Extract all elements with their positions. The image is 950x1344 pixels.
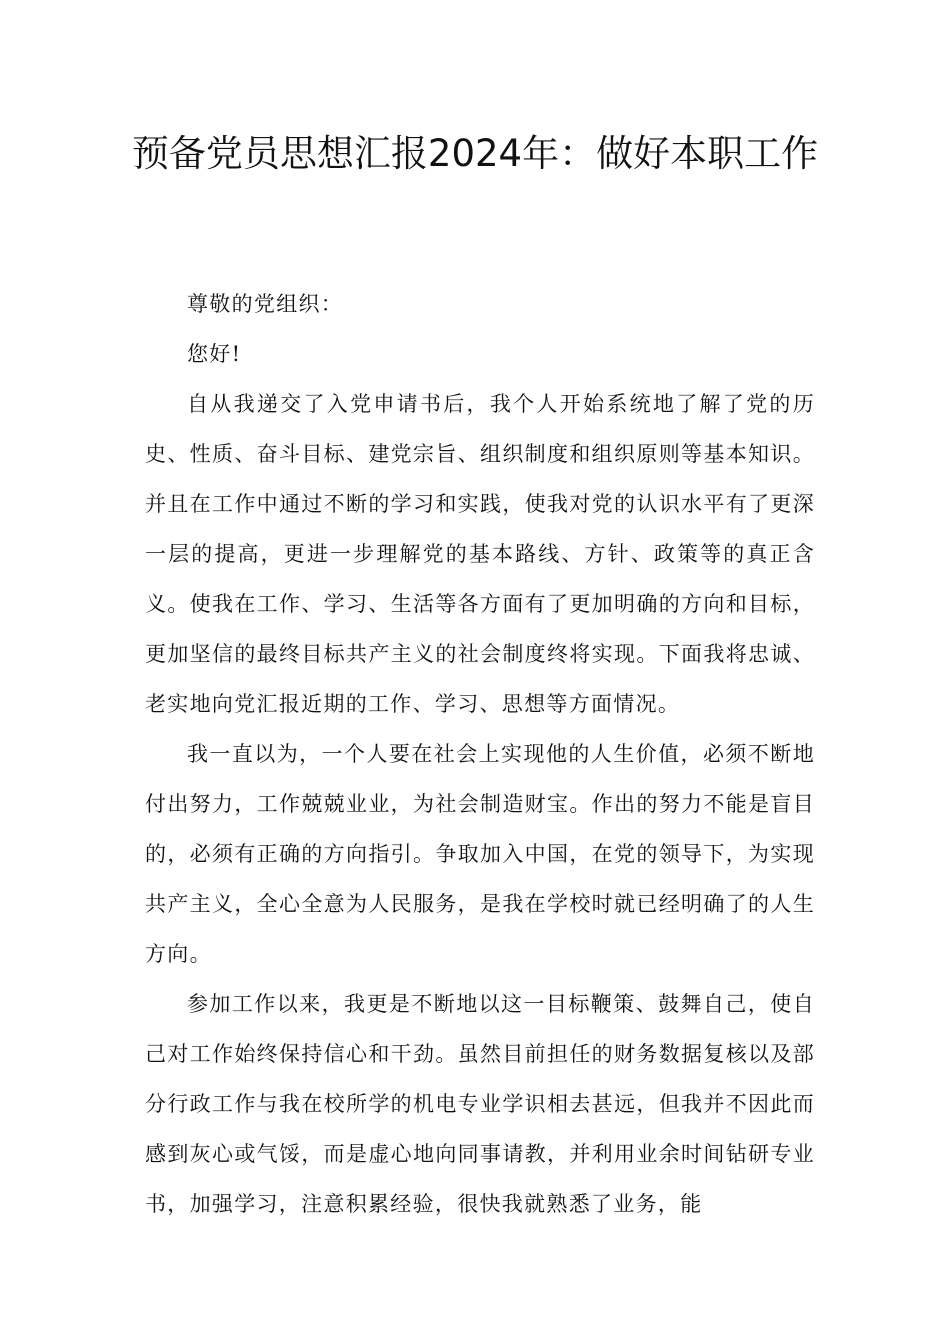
greeting: 您好! (187, 342, 242, 366)
paragraph: 参加工作以来，我更是不断地以这一目标鞭策、鼓舞自己，使自己对工作始终保持信心和干劲。虽然目前担任的财务数据复核以及部分行政工作与我在校所学的机电专业学识相去甚远，但我并不因此而感到灰心或气馁，而是虚心地向同事请教，并利用业余时间钻研专业书，加强学习，注意积累经验，很快我就熟悉了业务，能 (145, 992, 815, 1216)
document-title: 预备党员思想汇报2024年：做好本职工作 (131, 132, 819, 175)
salutation: 尊敬的党组织： (187, 292, 344, 316)
paragraph: 我一直以为，一个人要在社会上实现他的人生价值，必须不断地付出努力，工作兢兢业业，为社会制造财宝。作出的努力不能是盲目的，必须有正确的方向指引。争取加入中国，在党的领导下，为实现共产主义，全心全意为人民服务，是我在学校时就已经明确了的人生方向。 (145, 742, 815, 966)
paragraph: 自从我递交了入党申请书后，我个人开始系统地了解了党的历史、性质、奋斗目标、建党宗旨、组织制度和组织原则等基本知识。并且在工作中通过不断的学习和实践，使我对党的认识水平有了更深一层的提高，更进一步理解党的基本路线、方针、政策等的真正含义。使我在工作、学习、生活等各方面有了更加明确的方向和目标，更加坚信的最终目标共产主义的社会制度终将实现。下面我将忠诚、老实地向党汇报近期的工作、学习、思想等方面情况。 (145, 392, 815, 716)
document-body (145, 279, 815, 1229)
